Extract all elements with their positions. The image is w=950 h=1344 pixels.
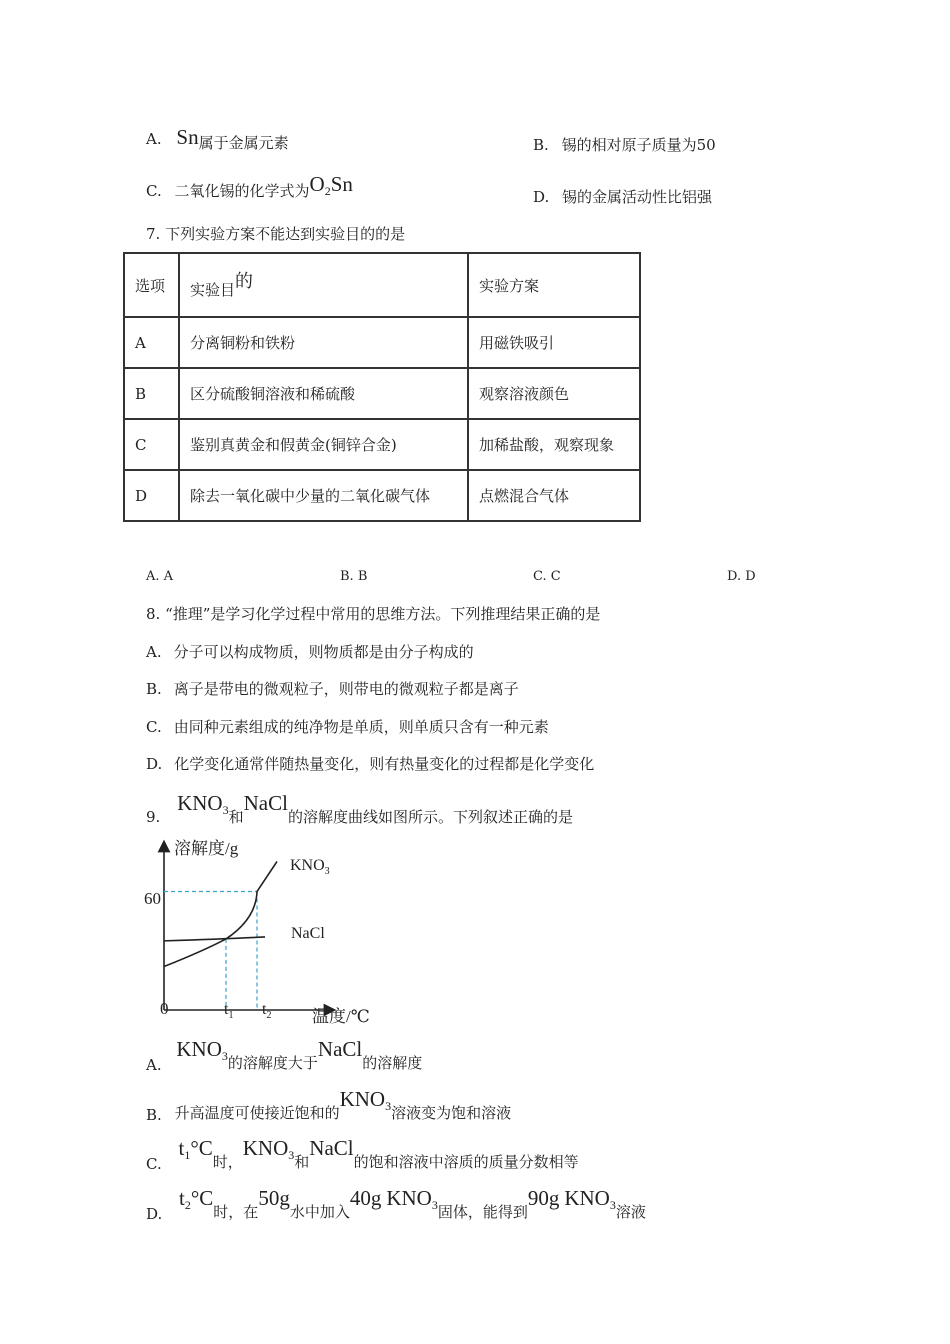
y-tick-label-60: 60 <box>144 889 161 908</box>
option-text: 溶液 <box>615 1203 646 1221</box>
formula-subscript: 2 <box>324 184 331 198</box>
formula-nacl: NaCl <box>243 791 288 815</box>
mass-50g: 50g <box>258 1186 290 1210</box>
cell-plan: 用磁铁吸引 <box>468 317 640 368</box>
temperature-t: t <box>178 1136 185 1160</box>
series-name: KNO <box>290 857 325 874</box>
table-row <box>124 470 640 521</box>
option-text: 二氧化锡的化学式为 <box>174 182 310 200</box>
option-text: 锡的金属活动性比铝强 <box>562 188 713 206</box>
option-text: 水中加入 <box>289 1203 350 1221</box>
cell-goal: 除去一氧化碳中少量的二氧化碳气体 <box>179 470 468 521</box>
option-letter: D. <box>533 188 550 206</box>
formula-kno3: KNO <box>176 1037 222 1061</box>
solubility-chart <box>140 838 390 1028</box>
header-goal-text: 实验目 <box>190 281 236 299</box>
option-text: 化学变化通常伴随热量变化，则有热量变化的过程都是化学变化 <box>174 755 595 773</box>
degree-unit: °C <box>190 1136 213 1160</box>
tick-sub: 2 <box>266 1010 272 1021</box>
option-text: 分子可以构成物质，则物质都是由分子构成的 <box>173 643 474 661</box>
q9-option-a <box>146 1037 423 1074</box>
option-text: 时，在 <box>213 1203 259 1221</box>
cell-goal: 区分硫酸铜溶液和稀硫酸 <box>179 368 468 419</box>
table-header-row <box>124 253 640 317</box>
formula-kno3: KNO <box>339 1087 386 1111</box>
q9-stem <box>146 791 573 826</box>
formula-o: O <box>309 172 325 196</box>
option-letter: B. <box>533 136 549 154</box>
cell-option: D <box>124 470 179 521</box>
option-text: 由同种元素组成的纯净物是单质，则单质只含有一种元素 <box>173 718 549 736</box>
series-name-sub: 3 <box>324 866 330 877</box>
series-label-kno3 <box>290 857 330 877</box>
formula-subscript: 2 <box>184 1198 191 1212</box>
table-row <box>124 419 640 470</box>
formula-subscript: 3 <box>431 1198 438 1212</box>
header-goal-suffix: 的 <box>235 271 254 292</box>
option-letter: B. <box>146 1106 162 1124</box>
q7-answer-b: B. B <box>340 569 368 584</box>
stem-text: 和 <box>228 808 244 826</box>
q7-table <box>123 252 641 522</box>
option-letter: C. <box>146 718 162 736</box>
degree-unit: °C <box>190 1186 214 1210</box>
y-axis-label: 溶解度/g <box>174 839 239 858</box>
formula-sn: Sn <box>176 125 199 149</box>
formula-subscript: 1 <box>184 1148 191 1162</box>
formula-subscript: 3 <box>288 1148 295 1162</box>
q7-answer-c: C. C <box>533 569 561 584</box>
option-text: 时， <box>212 1153 243 1171</box>
cell-plan: 加稀盐酸，观察现象 <box>468 419 640 470</box>
option-letter: D. <box>146 1205 163 1223</box>
kno3-curve <box>164 862 277 967</box>
q9-option-d <box>146 1186 646 1223</box>
option-letter: A. <box>146 643 162 661</box>
formula-subscript: 3 <box>609 1198 616 1212</box>
q7-stem: 7. 下列实验方案不能达到实验目的的是 <box>146 225 406 243</box>
q8-option-a <box>146 643 474 661</box>
option-text: 和 <box>294 1153 310 1171</box>
formula-kno3: KNO <box>386 1186 432 1210</box>
option-text: 的溶解度大于 <box>227 1054 318 1072</box>
formula-kno3: KNO <box>177 791 223 815</box>
header-plan: 实验方案 <box>468 253 640 317</box>
option-letter: C. <box>146 1155 162 1173</box>
option-letter: C. <box>146 182 162 200</box>
mass-90g: 90g <box>527 1186 560 1210</box>
option-text: 锡的相对原子质量为50 <box>561 136 716 154</box>
option-text: 离子是带电的微观粒子，则带电的微观粒子都是离子 <box>173 680 519 698</box>
q8-option-d <box>146 755 594 773</box>
cell-plan: 观察溶液颜色 <box>468 368 640 419</box>
x-tick-label-t2 <box>262 1001 271 1021</box>
option-letter: A. <box>146 1056 162 1074</box>
q8-option-b <box>146 680 519 698</box>
formula-subscript: 3 <box>221 1049 228 1063</box>
x-axis-label: 温度/℃ <box>312 1007 370 1026</box>
table-row <box>124 317 640 368</box>
header-option: 选项 <box>124 253 179 317</box>
cell-option: A <box>124 317 179 368</box>
x-tick-label-t1 <box>224 1001 233 1021</box>
option-letter: A. <box>146 130 162 148</box>
q6-option-c <box>146 172 353 201</box>
formula-nacl: NaCl <box>309 1136 354 1160</box>
q8-option-c <box>146 718 549 736</box>
formula-subscript: 3 <box>222 803 229 817</box>
option-text: 属于金属元素 <box>198 134 289 152</box>
tick-t: t <box>224 1001 229 1018</box>
option-letter: D. <box>146 755 163 773</box>
tick-sub: 1 <box>228 1010 234 1021</box>
origin-label: 0 <box>160 999 169 1018</box>
cell-option: B <box>124 368 179 419</box>
nacl-curve <box>164 937 265 941</box>
cell-goal: 分离铜粉和铁粉 <box>179 317 468 368</box>
q7-answer-a: A. A <box>146 569 174 584</box>
q9-option-b <box>146 1087 512 1124</box>
formula-sn: Sn <box>330 172 353 196</box>
option-text: 溶液变为饱和溶液 <box>391 1104 512 1122</box>
q6-option-a <box>146 125 289 152</box>
header-goal <box>179 253 468 317</box>
option-text: 升高温度可使接近饱和的 <box>174 1104 340 1122</box>
stem-text: 的溶解度曲线如图所示。下列叙述正确的是 <box>287 808 573 826</box>
formula-kno3: KNO <box>242 1136 289 1160</box>
formula-kno3: KNO <box>564 1186 610 1210</box>
q6-option-b <box>533 136 716 154</box>
option-text: 的溶解度 <box>362 1054 423 1072</box>
q6-option-d <box>533 188 712 206</box>
formula-nacl: NaCl <box>317 1037 363 1061</box>
formula-subscript: 3 <box>385 1099 392 1113</box>
q9-option-c <box>146 1136 579 1173</box>
option-letter: B. <box>146 680 162 698</box>
table-row <box>124 368 640 419</box>
option-text: 的饱和溶液中溶质的质量分数相等 <box>353 1153 579 1171</box>
cell-plan: 点燃混合气体 <box>468 470 640 521</box>
mass-40g: 40g <box>349 1186 382 1210</box>
option-text: 固体，能得到 <box>437 1203 528 1221</box>
question-number: 9. <box>146 808 161 826</box>
q7-answer-d: D. D <box>727 569 756 584</box>
series-label-nacl: NaCl <box>291 925 325 942</box>
temperature-t: t <box>179 1186 185 1210</box>
cell-option: C <box>124 419 179 470</box>
tick-t: t <box>262 1001 267 1018</box>
q8-stem: 8. “推理”是学习化学过程中常用的思维方法。下列推理结果正确的是 <box>146 605 601 623</box>
cell-goal: 鉴别真黄金和假黄金(铜锌合金) <box>179 419 468 470</box>
